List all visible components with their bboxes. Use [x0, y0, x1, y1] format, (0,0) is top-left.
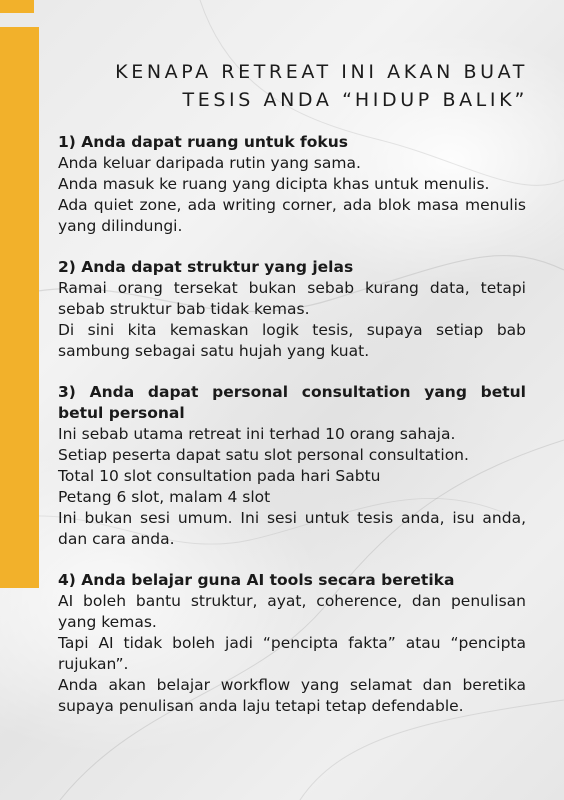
section-struktur	[58, 257, 526, 362]
page-title	[115, 58, 528, 114]
section-line: Anda masuk ke ruang yang dicipta khas untuk menulis.	[58, 175, 490, 193]
section-heading: 3) Anda dapat personal consultation yang betul betul personal	[58, 383, 526, 422]
accent-strip	[0, 0, 34, 13]
section-line: Ini sebab utama retreat ini terhad 10 orang sahaja.	[58, 425, 456, 443]
section-line: AI boleh bantu struktur, ayat, coherence, dan penulisan yang kemas.	[58, 592, 526, 631]
title-line-2: TESIS ANDA “HIDUP BALIK”	[182, 89, 528, 111]
section-line: Ini bukan sesi umum. Ini sesi untuk tesis anda, isu anda, dan cara anda.	[58, 509, 526, 548]
section-consultation	[58, 382, 526, 550]
section-heading: 2) Anda dapat struktur yang jelas	[58, 258, 354, 276]
section-line: Setiap peserta dapat satu slot personal consultation.	[58, 446, 469, 464]
section-line: Anda akan belajar workflow yang selamat dan beretika supaya penulisan anda laju tetapi tetap defendable.	[58, 676, 526, 715]
section-ai-tools	[58, 570, 526, 717]
accent-bar	[0, 27, 39, 588]
content	[58, 132, 526, 737]
section-line: Petang 6 slot, malam 4 slot	[58, 488, 271, 506]
section-ruang-fokus	[58, 132, 526, 237]
section-line: Anda keluar daripada rutin yang sama.	[58, 154, 361, 172]
title-line-1: KENAPA RETREAT INI AKAN BUAT	[115, 61, 528, 83]
section-heading: 4) Anda belajar guna AI tools secara beretika	[58, 571, 455, 589]
section-line: Tapi AI tidak boleh jadi “pencipta fakta” atau “pencipta rujukan”.	[58, 634, 526, 673]
section-line: Ada quiet zone, ada writing corner, ada blok masa menulis yang dilindungi.	[58, 196, 526, 235]
section-line: Total 10 slot consultation pada hari Sabtu	[58, 467, 381, 485]
section-heading: 1) Anda dapat ruang untuk fokus	[58, 133, 349, 151]
section-line: Di sini kita kemaskan logik tesis, supaya setiap bab sambung sebagai satu hujah yang kuat.	[58, 321, 526, 360]
section-line: Ramai orang tersekat bukan sebab kurang data, tetapi sebab struktur bab tidak kemas.	[58, 279, 526, 318]
